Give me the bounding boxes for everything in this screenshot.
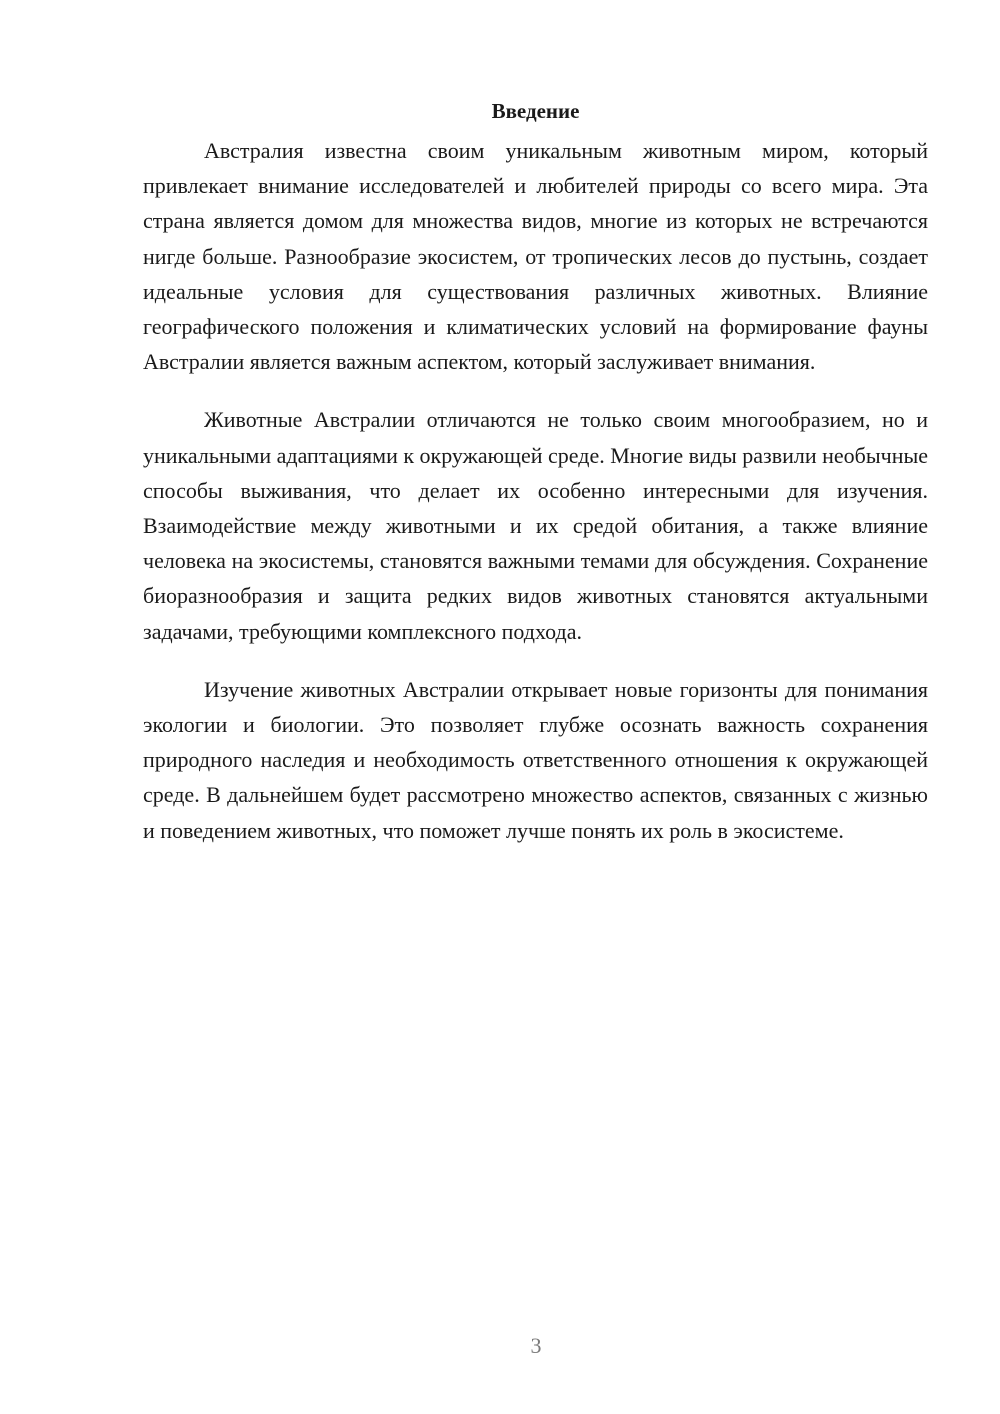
paragraph-1: Австралия известна своим уникальным животным миром, который привлекает внимание исследователей и любителей природы со всего мира. Эта страна является домом для множества видов, многие из которых не встречаются нигде больше. Разнообразие экосистем, от тропических лесов до пустынь, создает идеальные условия для существования различных животных. Влияние географического положения и климатических условий на формирование фауны Австралии является важным аспектом, который заслуживает внимания. bbox=[143, 138, 928, 375]
page-content bbox=[143, 96, 928, 871]
page-number: 3 bbox=[530, 1333, 542, 1358]
paragraph-3: Изучение животных Австралии открывает новые горизонты для понимания экологии и биологии. Это позволяет глубже осознать важность сохранения природного наследия и необходимость ответственного отношения к окружающей среде. В дальнейшем будет рассмотрено множество аспектов, связанных с жизнью и поведением животных, что поможет лучше понять их роль в экосистеме. bbox=[143, 676, 928, 843]
section-title: Введение bbox=[491, 99, 580, 123]
paragraph-2: Животные Австралии отличаются не только своим многообразием, но и уникальными адаптациями к окружающей среде. Многие виды развили необычные способы выживания, что делает их особенно интересными для изучения. Взаимодействие между животными и их средой обитания, а также влияние человека на экосистемы, становятся важными темами для обсуждения. Сохранение биоразнообразия и защита редких видов животных становятся актуальными задачами, требующими комплексного подхода. bbox=[143, 407, 929, 644]
